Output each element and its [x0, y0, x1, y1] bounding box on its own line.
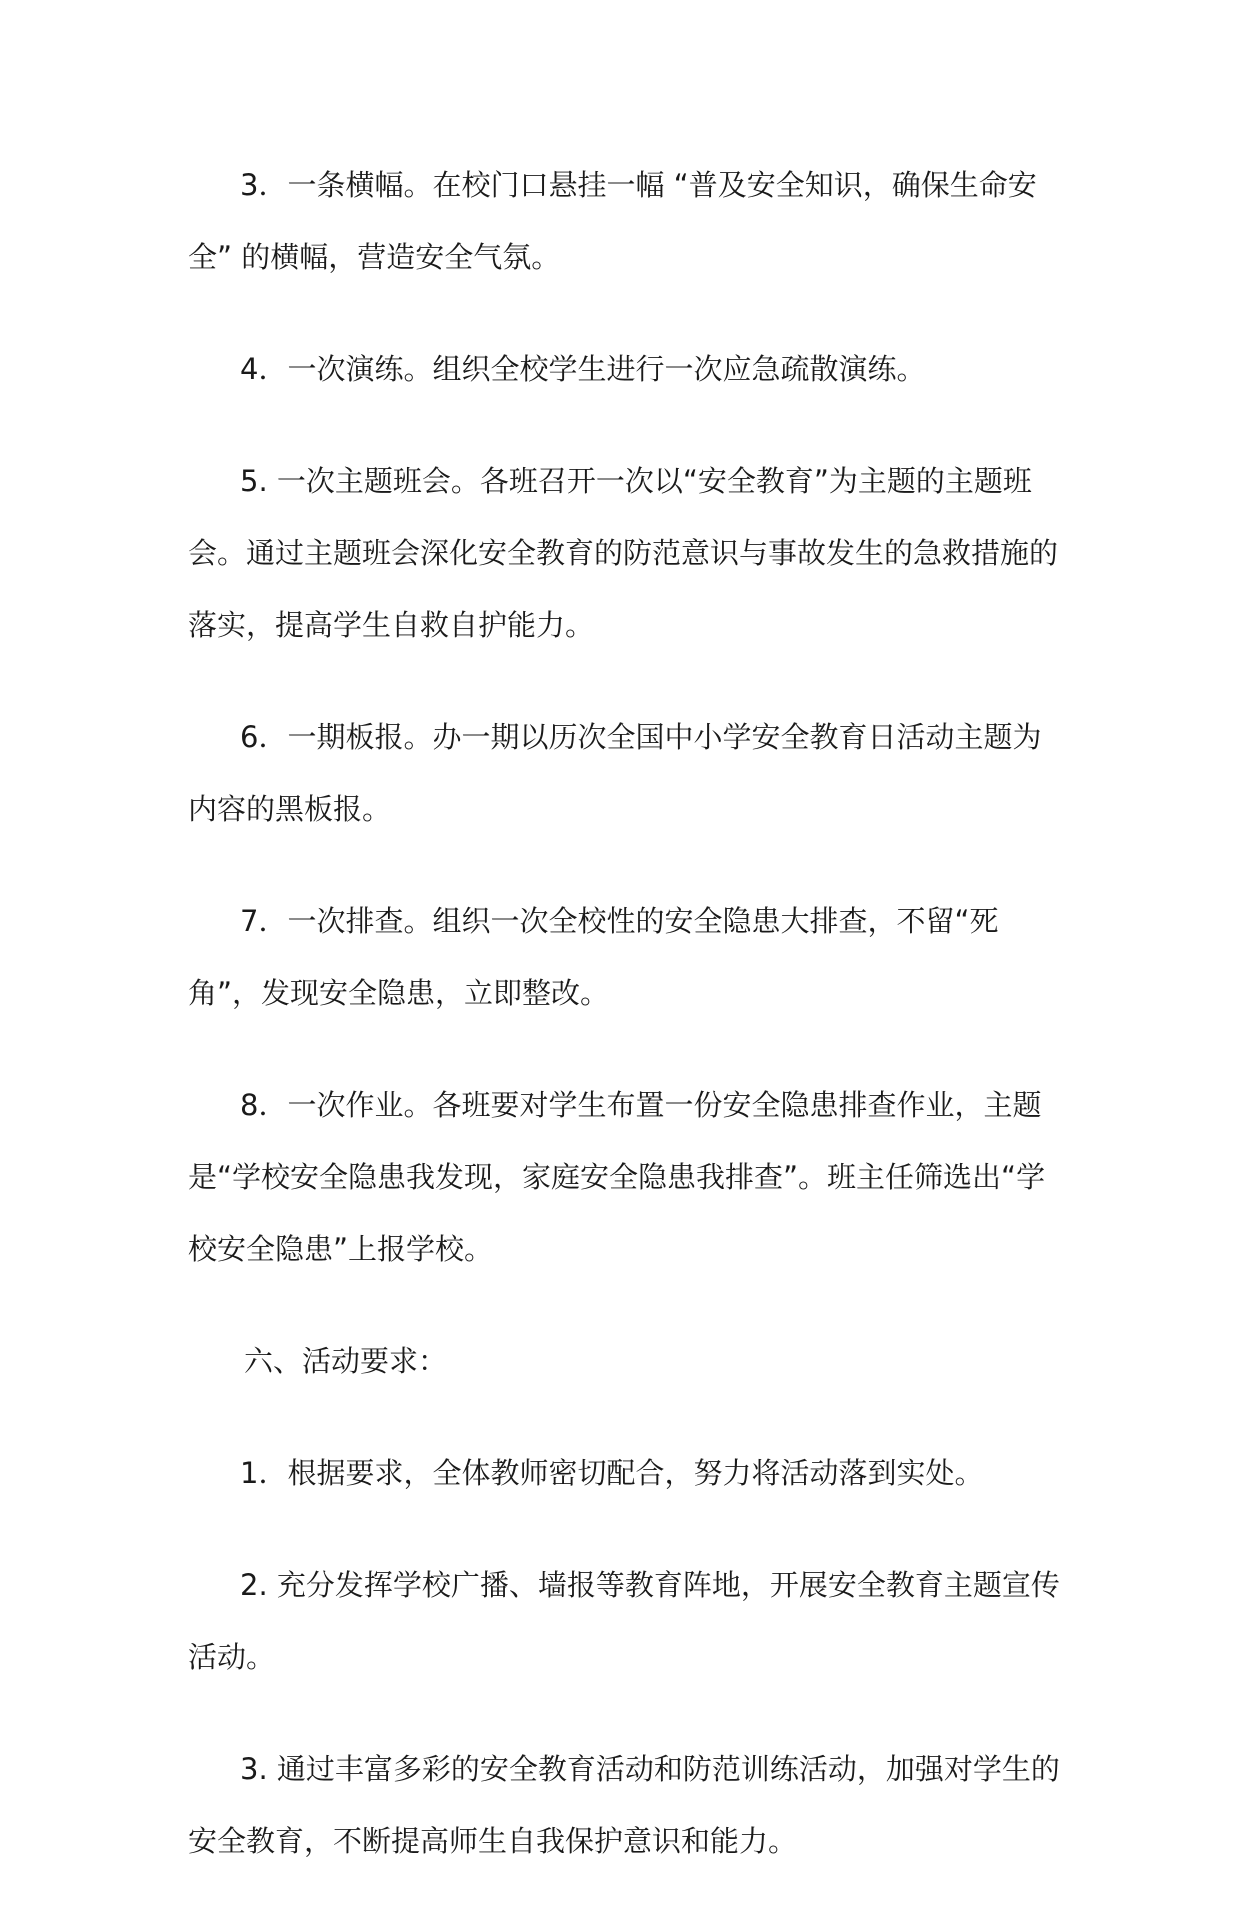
item-drill: 4．一次演练。组织全校学生进行一次应急疏散演练。	[240, 352, 926, 386]
requirement-2: 2. 充分发挥学校广播、墙报等教育阵地，开展安全教育主题宣传活动。	[188, 1568, 1060, 1674]
item-banner: 3．一条横幅。在校门口悬挂一幅 “普及安全知识，确保生命安全” 的横幅，营造安全气氛。	[188, 168, 1037, 274]
item-homework: 8．一次作业。各班要对学生布置一份安全隐患排查作业，主题是“学校安全隐患我发现，家庭安全隐患我排查”。班主任筛选出“学校安全隐患”上报学校。	[188, 1088, 1046, 1266]
section-heading: 六、活动要求：	[244, 1344, 448, 1378]
document-body	[188, 149, 1068, 1917]
item-blackboard: 6．一期板报。办一期以历次全国中小学安全教育日活动主题为内容的黑板报。	[188, 720, 1042, 826]
requirement-3: 3. 通过丰富多彩的安全教育活动和防范训练活动，加强对学生的安全教育，不断提高师生自我保护意识和能力。	[188, 1752, 1060, 1858]
item-inspection: 7．一次排查。组织一次全校性的安全隐患大排查，不留“死角”，发现安全隐患，立即整改。	[188, 904, 999, 1010]
item-class-meeting: 5. 一次主题班会。各班召开一次以“安全教育”为主题的主题班会。通过主题班会深化安全教育的防范意识与事故发生的急救措施的落实，提高学生自救自护能力。	[188, 464, 1059, 642]
requirement-1: 1．根据要求，全体教师密切配合，努力将活动落到实处。	[240, 1456, 984, 1490]
